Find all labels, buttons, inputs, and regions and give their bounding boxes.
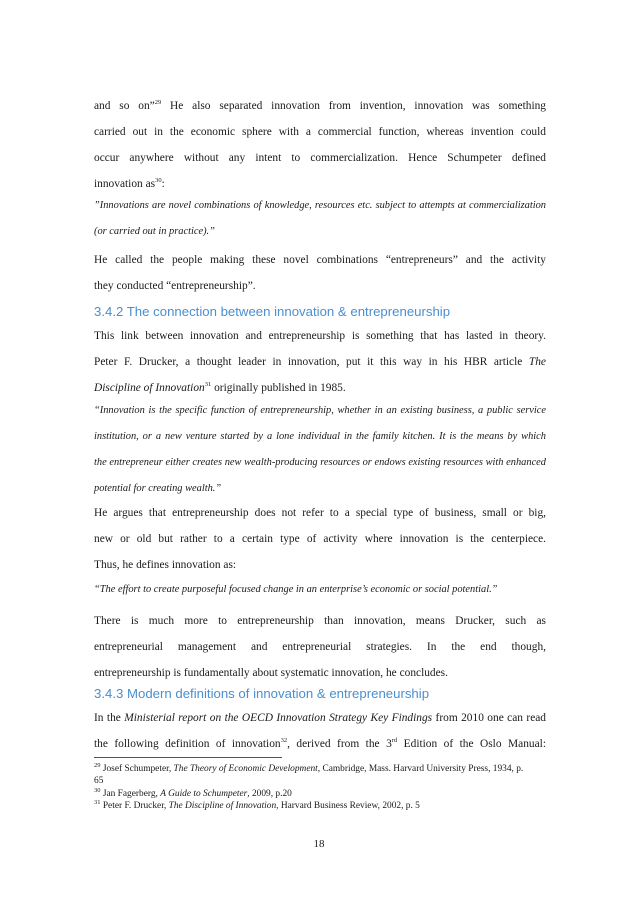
paragraph-schumpeter-invention — [94, 93, 546, 197]
text-run: Josef Schumpeter, — [100, 764, 174, 774]
text-run: Peter F. Drucker, a thought leader in innovation, put it this way in his HBR article — [94, 356, 529, 368]
footnote-number: 31 — [94, 798, 101, 806]
ordinal-suffix: rd — [391, 737, 398, 745]
quote-line: potential for creating wealth.” — [94, 483, 222, 494]
text-line: He called the people making these novel combinations “entrepreneurs” and the activity — [94, 254, 546, 266]
text-line: carried out in the economic sphere with a commercial function, whereas invention could — [94, 126, 546, 138]
text-line: entrepreneurship is fundamentally about systematic innovation, he concludes. — [94, 667, 448, 679]
quote-line: ”Innovations are novel combinations of knowledge, resources etc. subject to attempts at commercialization — [94, 200, 546, 211]
text-line: This link between innovation and entrepreneurship is something that has lasted in theory. — [94, 330, 546, 342]
text-run: from 2010 one can read — [432, 712, 546, 724]
text-run: , derived from the 3 — [287, 738, 392, 750]
paragraph-oecd — [94, 705, 546, 757]
text-line: new or old but rather to a certain type of activity where innovation is the centerpiece. — [94, 533, 546, 545]
page-number: 18 — [313, 838, 325, 850]
text-line: entrepreneurial management and entrepreneurial strategies. In the end though, — [94, 641, 546, 653]
text-run: He also separated innovation from invention, innovation was something — [161, 100, 546, 112]
footnote-ref-30[interactable]: 30 — [155, 177, 162, 185]
text-run: innovation as — [94, 178, 156, 190]
text-run: and so on” — [94, 100, 155, 112]
text-line: Thus, he defines innovation as: — [94, 559, 237, 571]
text-run: the following definition of innovation — [94, 738, 281, 750]
section-heading-3-4-2: 3.4.2 The connection between innovation & entrepreneurship — [94, 304, 451, 319]
paragraph-drucker-conclusion — [94, 608, 546, 686]
section-heading-3-4-3: 3.4.3 Modern definitions of innovation & entrepreneurship — [94, 686, 430, 701]
text-line: 65 — [94, 776, 104, 786]
quote-drucker-definition — [94, 577, 546, 603]
italic-title: The — [528, 356, 546, 368]
text-line: they conducted “entrepreneurship”. — [94, 280, 256, 292]
text-run: Jan Fagerberg, — [100, 789, 161, 799]
quote-line: (or carried out in practice).” — [94, 226, 215, 237]
footnote-number: 29 — [94, 761, 101, 769]
quote-line: institution, or a new venture started by a lone individual in the family kitchen. It is the means by which — [94, 431, 546, 442]
italic-title: A Guide to Schumpeter — [160, 789, 248, 799]
quote-schumpeter — [94, 193, 546, 245]
paragraph-entrepreneurs — [94, 247, 546, 299]
text-run: , 2009, p.20 — [247, 789, 292, 799]
quote-drucker — [94, 398, 546, 502]
text-run: Peter F. Drucker, — [100, 801, 169, 811]
text-run: , Harvard Business Review, 2002, p. 5 — [276, 801, 420, 811]
footnote-29 — [94, 763, 546, 787]
text-run: In the — [94, 712, 125, 724]
footnote-ref-31[interactable]: 31 — [204, 381, 212, 389]
italic-title: The Discipline of Innovation — [168, 801, 277, 811]
quote-line: the entrepreneur either creates new wealth-producing resources or endows existing resources with enhanced — [94, 457, 546, 468]
italic-title: The Theory of Economic Development — [173, 764, 318, 774]
text-run: , Cambridge, Mass. Harvard University Press, 1934, p. — [317, 764, 524, 774]
footnote-ref-29[interactable]: 29 — [154, 99, 162, 107]
text-run: : — [161, 178, 165, 190]
quote-line: “Innovation is the specific function of entrepreneurship, whether in an existing business, a public service — [94, 405, 546, 416]
paragraph-drucker-intro — [94, 323, 546, 401]
footnote-number: 30 — [94, 786, 101, 794]
text-line: There is much more to entrepreneurship than innovation, means Drucker, such as — [94, 615, 546, 627]
footnote-30 — [94, 788, 546, 800]
quote-line: “The effort to create purposeful focused change in an enterprise’s economic or social potential.” — [94, 584, 498, 595]
text-line: occur anywhere without any intent to commercialization. Hence Schumpeter defined — [94, 152, 546, 164]
text-run: originally published in 1985. — [211, 382, 346, 394]
footnote-divider — [94, 757, 282, 758]
text-line: He argues that entrepreneurship does not refer to a special type of business, small or big, — [94, 507, 546, 519]
italic-title: Ministerial report on the OECD Innovation Strategy Key Findings — [124, 712, 433, 724]
footnote-31 — [94, 800, 546, 812]
footnote-ref-32[interactable]: 32 — [280, 737, 288, 745]
italic-title: Discipline of Innovation — [94, 382, 205, 394]
paragraph-drucker-argument — [94, 500, 546, 578]
text-run: Edition of the Oslo Manual: — [397, 738, 546, 750]
